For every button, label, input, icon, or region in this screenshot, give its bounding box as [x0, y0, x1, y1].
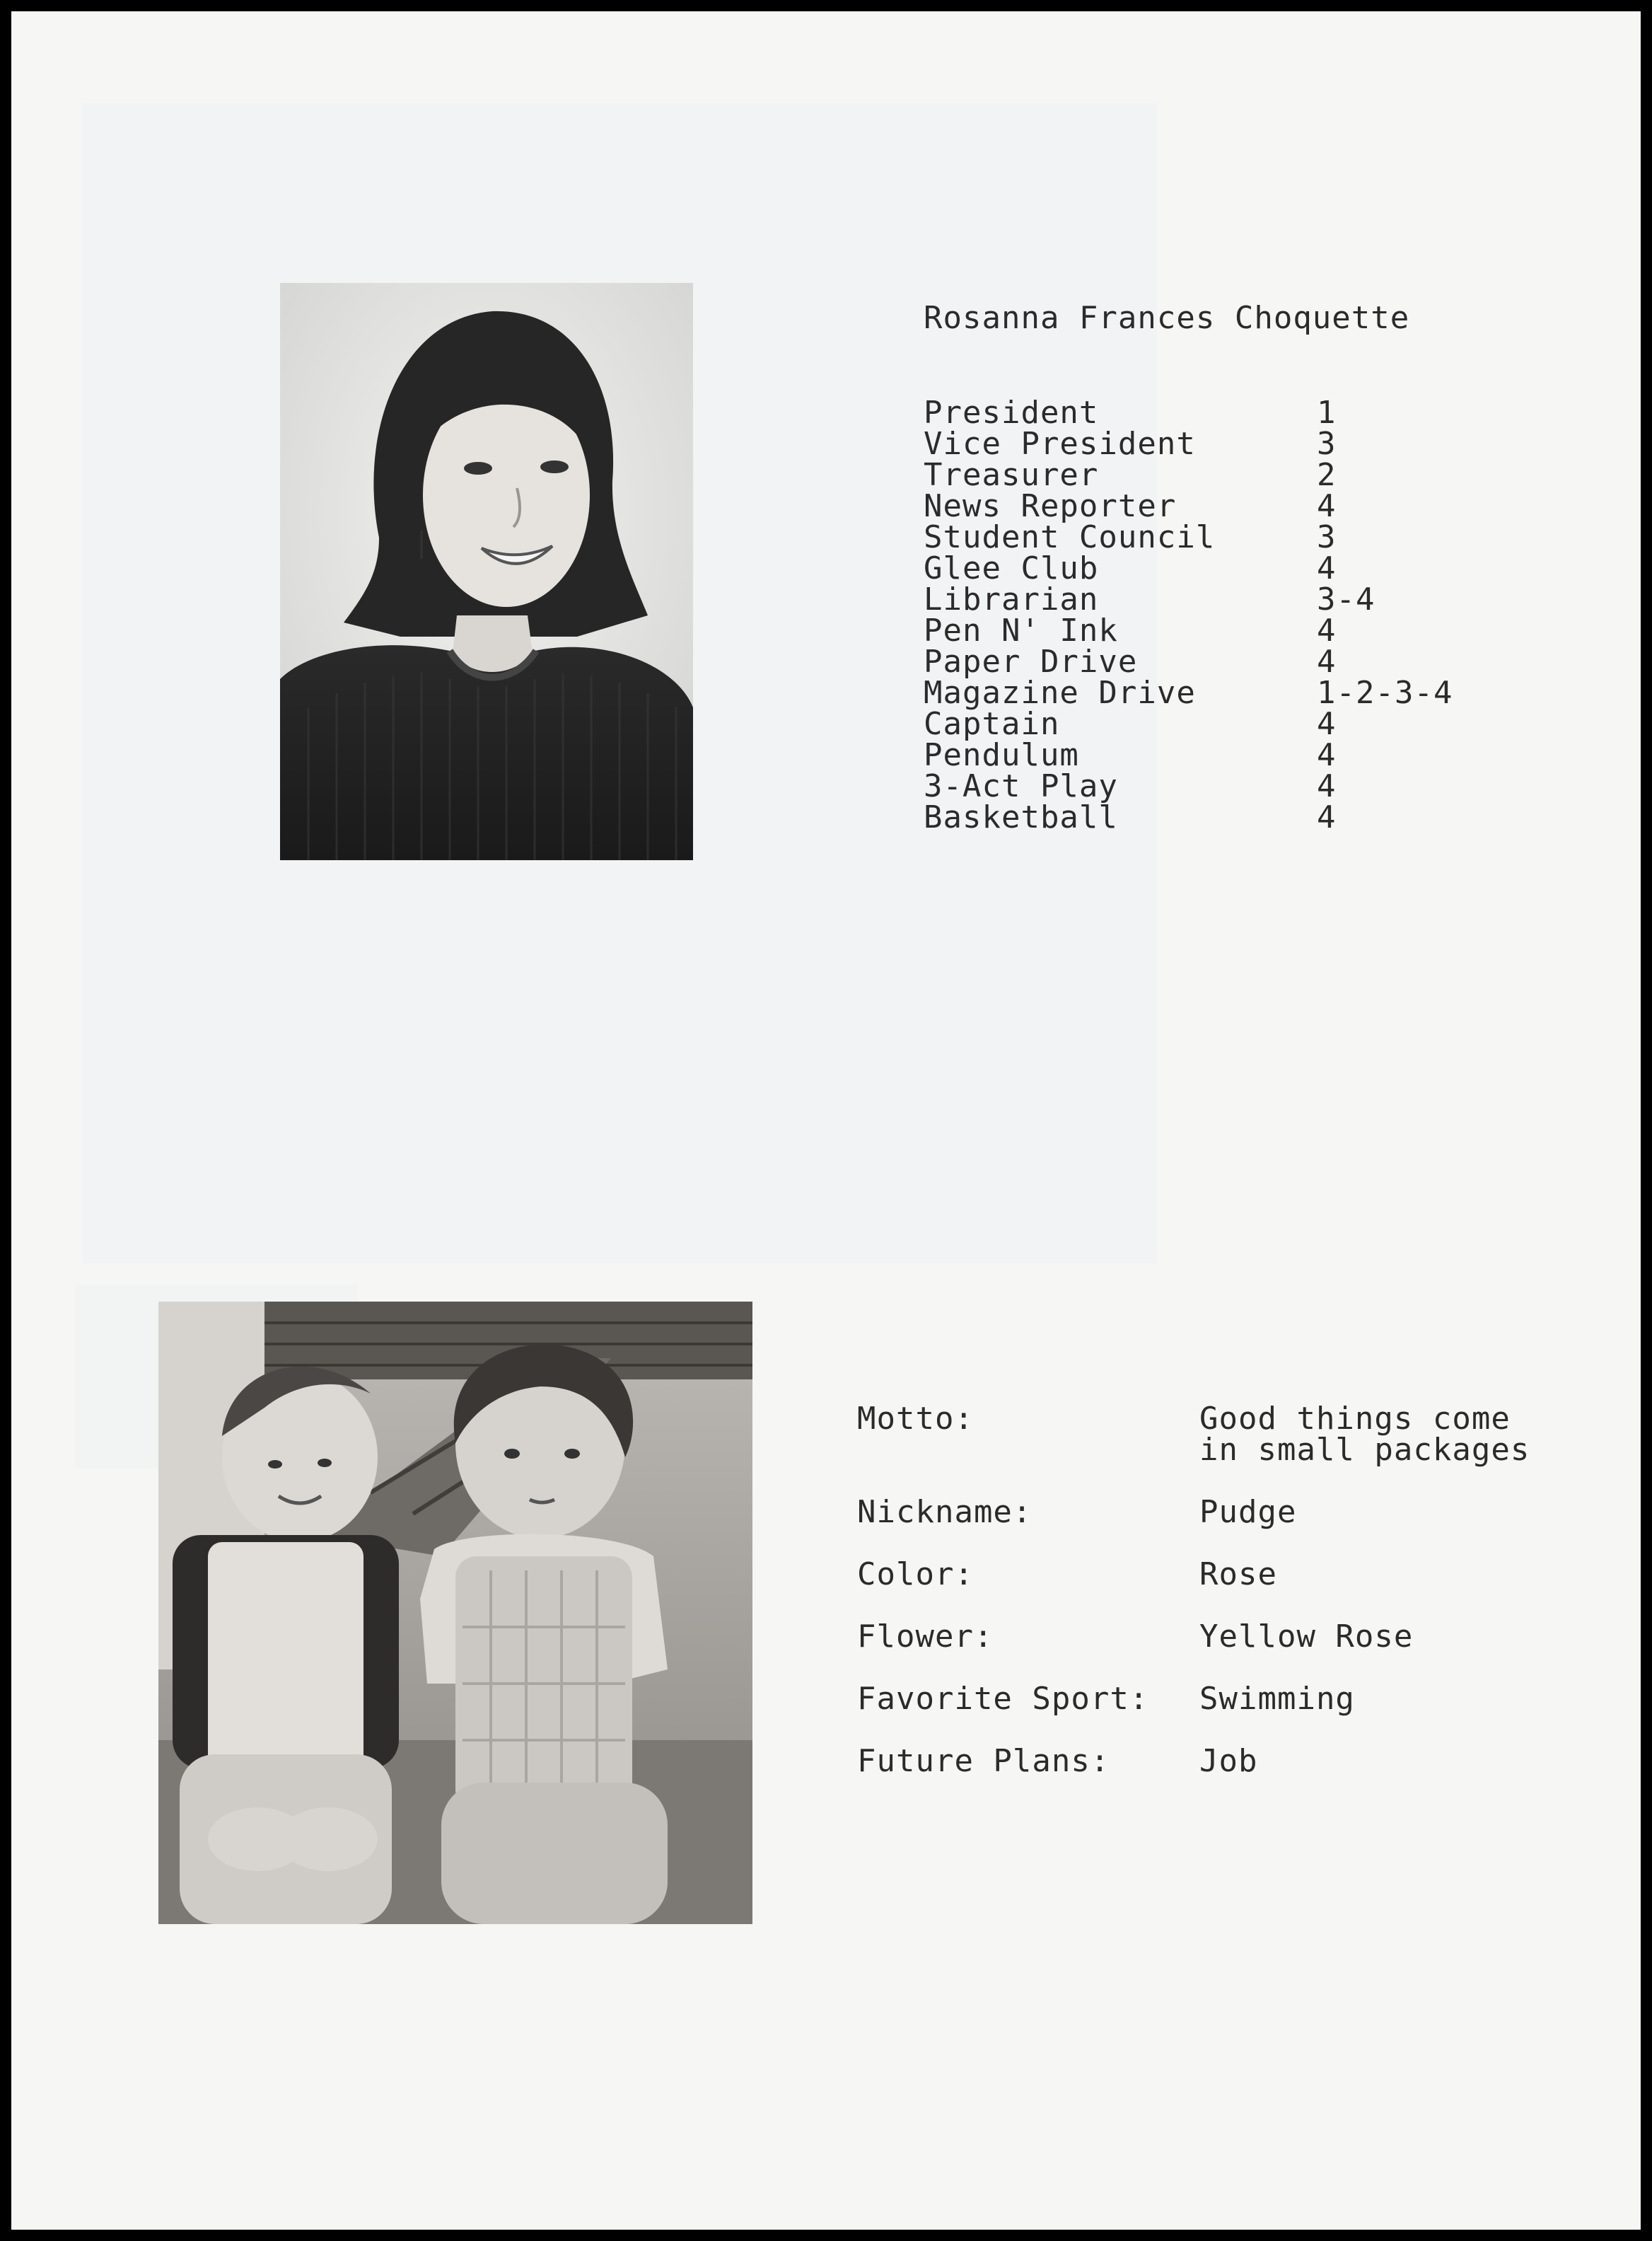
activity-row [924, 550, 1532, 586]
activity-name: President [924, 395, 1099, 431]
activity-name: Paper Drive [924, 644, 1138, 680]
fact-value: Good things come in small packages [1199, 1401, 1530, 1468]
activity-row [924, 488, 1532, 524]
activity-name: Pen N' Ink [924, 613, 1118, 649]
activity-name: News Reporter [924, 488, 1177, 524]
fact-value: Pudge [1199, 1494, 1297, 1530]
student-name: Rosanna Frances Choquette [924, 300, 1410, 336]
activity-years: 4 [1317, 488, 1337, 524]
activity-years: 3-4 [1317, 581, 1375, 618]
activity-years: 4 [1317, 768, 1337, 804]
fact-label: Motto: [857, 1401, 974, 1437]
activity-years: 4 [1317, 706, 1337, 742]
activity-name: Glee Club [924, 550, 1099, 586]
activity-years: 1-2-3-4 [1317, 675, 1453, 711]
activity-name: Vice President [924, 426, 1196, 462]
activity-years: 4 [1317, 737, 1337, 773]
fact-label: Color: [857, 1556, 974, 1592]
activity-row [924, 457, 1532, 493]
activity-name: Pendulum [924, 737, 1079, 773]
fact-value: Rose [1199, 1556, 1277, 1592]
childhood-photo [158, 1302, 752, 1924]
activity-name: Captain [924, 706, 1060, 742]
activity-row [924, 706, 1532, 742]
activity-row [924, 644, 1532, 680]
activities-list [924, 395, 1532, 835]
fact-row-nickname [857, 1494, 1564, 1530]
yearbook-page [11, 11, 1641, 2230]
senior-portrait-photo [280, 283, 693, 860]
activity-years: 1 [1317, 395, 1337, 431]
activity-row [924, 519, 1532, 555]
activity-row [924, 675, 1532, 711]
activity-years: 4 [1317, 644, 1337, 680]
activity-row [924, 395, 1532, 431]
activity-years: 4 [1317, 799, 1337, 835]
activity-years: 2 [1317, 457, 1337, 493]
activity-years: 3 [1317, 426, 1337, 462]
activity-years: 4 [1317, 613, 1337, 649]
activity-name: Treasurer [924, 457, 1099, 493]
fact-value: Job [1199, 1743, 1258, 1779]
activity-row [924, 737, 1532, 773]
activity-name: Basketball [924, 799, 1118, 835]
fact-row-flower [857, 1618, 1564, 1655]
fact-label: Flower: [857, 1618, 994, 1655]
fact-value: Yellow Rose [1199, 1618, 1414, 1655]
fact-row-favorite-sport [857, 1681, 1564, 1717]
activity-years: 4 [1317, 550, 1337, 586]
fact-row-motto [857, 1403, 1564, 1466]
activity-name: Student Council [924, 519, 1216, 555]
activity-row [924, 581, 1532, 618]
fact-row-future-plans [857, 1743, 1564, 1779]
activity-name: Magazine Drive [924, 675, 1196, 711]
fact-row-color [857, 1556, 1564, 1592]
activity-row [924, 799, 1532, 835]
fact-value: Swimming [1199, 1681, 1355, 1717]
activity-row [924, 768, 1532, 804]
personal-facts [857, 1403, 1564, 1808]
activity-name: Librarian [924, 581, 1099, 618]
activity-row [924, 426, 1532, 462]
activity-years: 3 [1317, 519, 1337, 555]
fact-label: Nickname: [857, 1494, 1032, 1530]
activity-name: 3-Act Play [924, 768, 1118, 804]
fact-label: Future Plans: [857, 1743, 1110, 1779]
fact-label: Favorite Sport: [857, 1681, 1149, 1717]
activity-row [924, 615, 1532, 647]
